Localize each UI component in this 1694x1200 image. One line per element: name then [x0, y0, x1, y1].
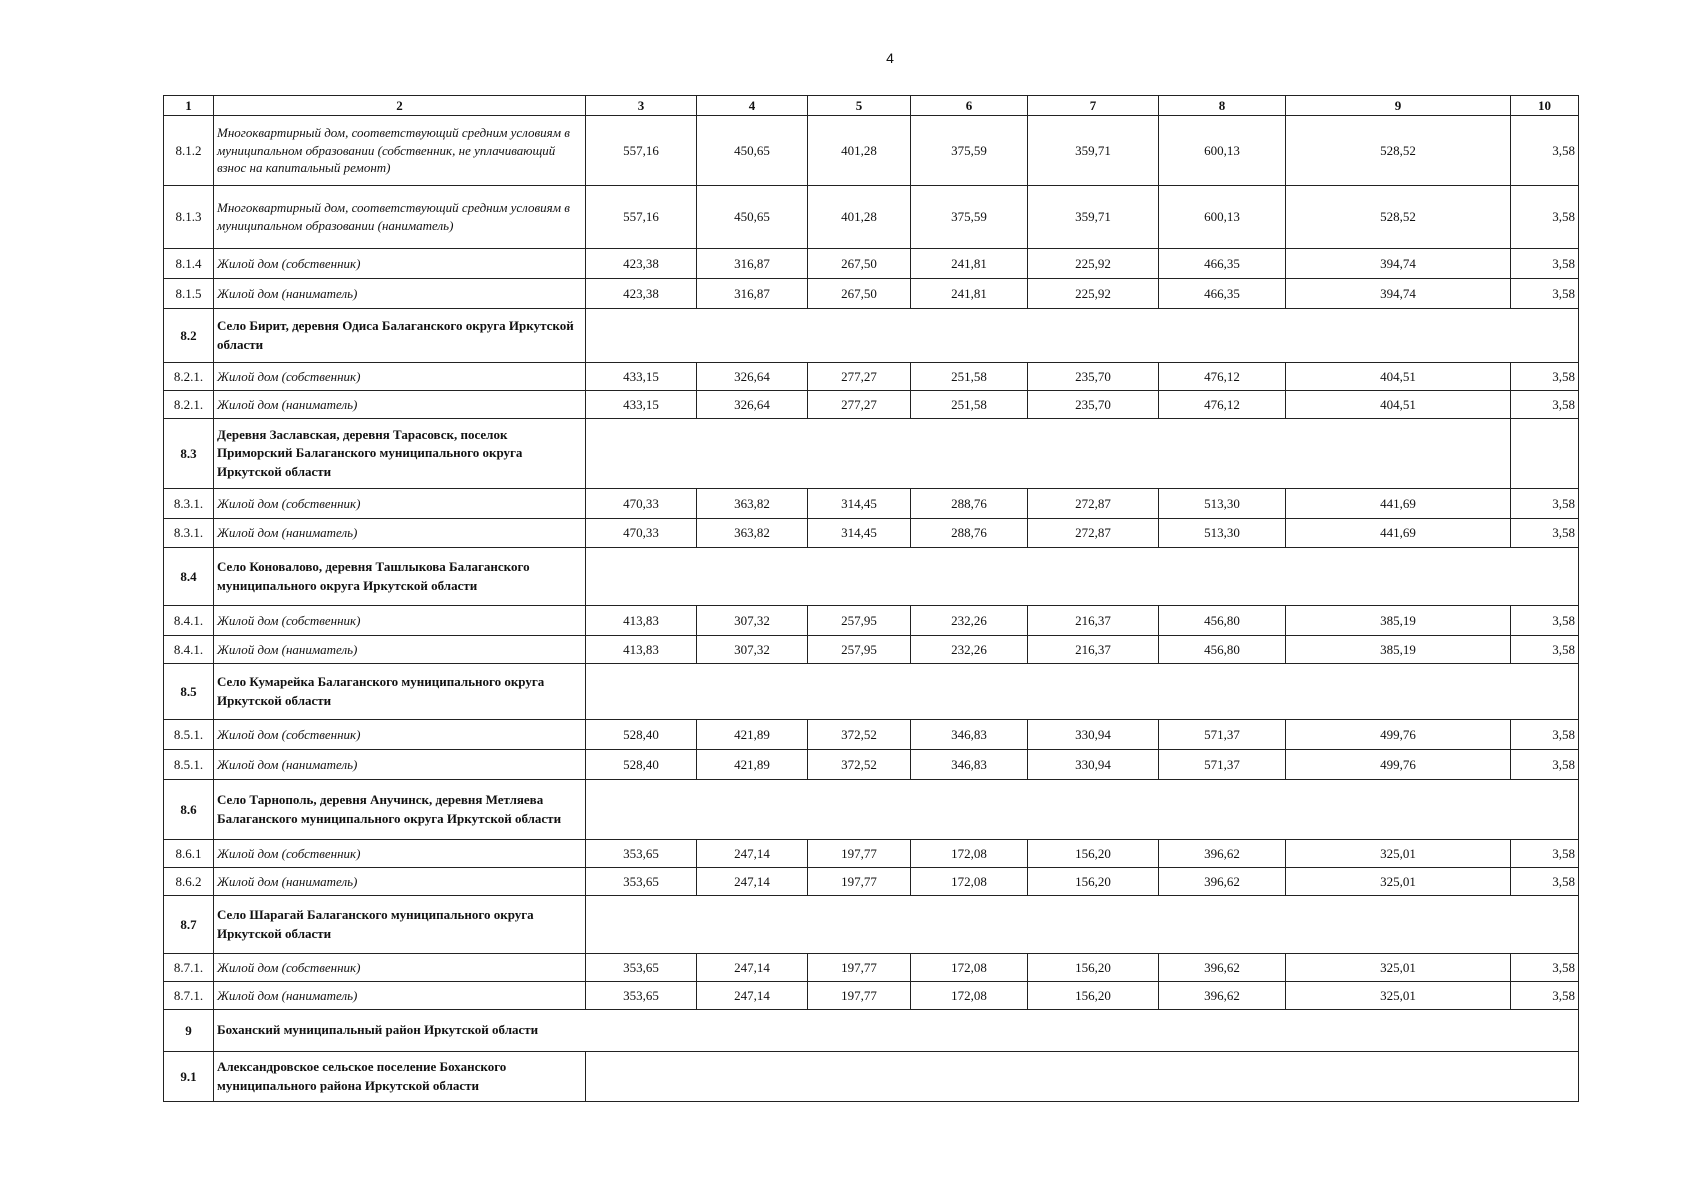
table-row — [164, 606, 1579, 636]
row-value: 3,58 — [1511, 363, 1579, 391]
column-header: 1 — [164, 96, 214, 116]
empty-cell — [586, 419, 1511, 489]
row-name: Многоквартирный дом, соответствующий средним условиям в муниципальном образовании (наниматель) — [214, 186, 586, 249]
row-value: 257,95 — [808, 606, 911, 636]
row-value: 330,94 — [1028, 750, 1159, 780]
row-name: Жилой дом (наниматель) — [214, 519, 586, 548]
row-value: 394,74 — [1286, 279, 1511, 309]
row-value: 396,62 — [1159, 840, 1286, 868]
row-value: 326,64 — [697, 391, 808, 419]
row-name: Жилой дом (собственник) — [214, 720, 586, 750]
row-value: 172,08 — [911, 982, 1028, 1010]
row-value: 314,45 — [808, 489, 911, 519]
row-value: 421,89 — [697, 720, 808, 750]
group-name: Село Бирит, деревня Одиса Балаганского округа Иркутской области — [214, 309, 586, 363]
empty-cell — [586, 1052, 1579, 1102]
row-value: 470,33 — [586, 519, 697, 548]
row-value: 557,16 — [586, 116, 697, 186]
column-header: 2 — [214, 96, 586, 116]
row-value: 441,69 — [1286, 489, 1511, 519]
column-header: 4 — [697, 96, 808, 116]
row-value: 571,37 — [1159, 750, 1286, 780]
row-value: 3,58 — [1511, 636, 1579, 664]
row-value: 257,95 — [808, 636, 911, 664]
column-header: 7 — [1028, 96, 1159, 116]
row-value: 359,71 — [1028, 116, 1159, 186]
row-value: 413,83 — [586, 606, 697, 636]
row-value: 450,65 — [697, 116, 808, 186]
table-row — [164, 868, 1579, 896]
column-header: 6 — [911, 96, 1028, 116]
row-value: 499,76 — [1286, 750, 1511, 780]
row-value: 267,50 — [808, 279, 911, 309]
group-code: 8.5 — [164, 664, 214, 720]
row-value: 3,58 — [1511, 186, 1579, 249]
row-value: 372,52 — [808, 750, 911, 780]
row-value: 375,59 — [911, 116, 1028, 186]
row-value: 3,58 — [1511, 606, 1579, 636]
row-value: 225,92 — [1028, 249, 1159, 279]
row-name: Жилой дом (собственник) — [214, 606, 586, 636]
row-name: Жилой дом (собственник) — [214, 489, 586, 519]
row-value: 404,51 — [1286, 363, 1511, 391]
row-value: 359,71 — [1028, 186, 1159, 249]
row-name: Жилой дом (собственник) — [214, 363, 586, 391]
group-name: Село Шарагай Балаганского муниципального округа Иркутской области — [214, 896, 586, 954]
row-code: 8.6.1 — [164, 840, 214, 868]
row-value: 363,82 — [697, 489, 808, 519]
row-value: 197,77 — [808, 868, 911, 896]
group-row — [164, 419, 1579, 489]
group-code: 8.3 — [164, 419, 214, 489]
row-value: 433,15 — [586, 391, 697, 419]
row-value: 241,81 — [911, 279, 1028, 309]
row-code: 8.3.1. — [164, 489, 214, 519]
row-value: 172,08 — [911, 954, 1028, 982]
table-row — [164, 279, 1579, 309]
row-value: 197,77 — [808, 840, 911, 868]
row-value: 401,28 — [808, 116, 911, 186]
tariff-table — [163, 95, 1579, 1102]
row-value: 353,65 — [586, 840, 697, 868]
row-value: 247,14 — [697, 840, 808, 868]
group-row — [164, 664, 1579, 720]
row-value: 235,70 — [1028, 363, 1159, 391]
group-name: Боханский муниципальный район Иркутской области — [214, 1010, 1579, 1052]
row-value: 330,94 — [1028, 720, 1159, 750]
table-row — [164, 186, 1579, 249]
column-header: 9 — [1286, 96, 1511, 116]
row-value: 251,58 — [911, 363, 1028, 391]
row-value: 513,30 — [1159, 519, 1286, 548]
group-code: 8.7 — [164, 896, 214, 954]
row-value: 499,76 — [1286, 720, 1511, 750]
row-name: Жилой дом (наниматель) — [214, 982, 586, 1010]
group-row — [164, 309, 1579, 363]
row-value: 394,74 — [1286, 249, 1511, 279]
row-value: 456,80 — [1159, 606, 1286, 636]
row-value: 3,58 — [1511, 750, 1579, 780]
row-value: 423,38 — [586, 249, 697, 279]
row-value: 325,01 — [1286, 982, 1511, 1010]
table-row — [164, 363, 1579, 391]
row-value: 225,92 — [1028, 279, 1159, 309]
row-value: 3,58 — [1511, 954, 1579, 982]
row-code: 8.4.1. — [164, 606, 214, 636]
row-value: 528,52 — [1286, 116, 1511, 186]
row-value: 441,69 — [1286, 519, 1511, 548]
row-value: 172,08 — [911, 868, 1028, 896]
row-value: 363,82 — [697, 519, 808, 548]
row-value: 528,40 — [586, 720, 697, 750]
row-value: 247,14 — [697, 868, 808, 896]
row-value: 346,83 — [911, 720, 1028, 750]
page-number: 4 — [886, 50, 894, 66]
group-name: Село Кумарейка Балаганского муниципального округа Иркутской области — [214, 664, 586, 720]
row-value: 267,50 — [808, 249, 911, 279]
row-value: 3,58 — [1511, 720, 1579, 750]
row-value: 325,01 — [1286, 954, 1511, 982]
row-value: 3,58 — [1511, 249, 1579, 279]
row-value: 353,65 — [586, 982, 697, 1010]
row-value: 307,32 — [697, 636, 808, 664]
row-value: 314,45 — [808, 519, 911, 548]
row-value: 557,16 — [586, 186, 697, 249]
column-number-row — [164, 96, 1579, 116]
table-row — [164, 982, 1579, 1010]
row-name: Жилой дом (наниматель) — [214, 636, 586, 664]
row-code: 8.6.2 — [164, 868, 214, 896]
empty-cell — [586, 664, 1579, 720]
row-value: 307,32 — [697, 606, 808, 636]
row-value: 571,37 — [1159, 720, 1286, 750]
row-value: 241,81 — [911, 249, 1028, 279]
row-value: 3,58 — [1511, 116, 1579, 186]
row-value: 3,58 — [1511, 489, 1579, 519]
empty-cell — [586, 548, 1579, 606]
row-value: 413,83 — [586, 636, 697, 664]
row-value: 172,08 — [911, 840, 1028, 868]
row-value: 3,58 — [1511, 840, 1579, 868]
row-code: 8.1.3 — [164, 186, 214, 249]
row-value: 326,64 — [697, 363, 808, 391]
row-value: 600,13 — [1159, 186, 1286, 249]
group-name: Село Тарнополь, деревня Анучинск, деревня Метляева Балаганского муниципального округа Иркутской области — [214, 780, 586, 840]
row-value: 600,13 — [1159, 116, 1286, 186]
row-value: 421,89 — [697, 750, 808, 780]
row-name: Жилой дом (собственник) — [214, 840, 586, 868]
row-value: 316,87 — [697, 249, 808, 279]
row-value: 316,87 — [697, 279, 808, 309]
group-name: Деревня Заславская, деревня Тарасовск, поселок Приморский Балаганского муниципального округа Иркутской области — [214, 419, 586, 489]
row-value: 156,20 — [1028, 954, 1159, 982]
row-value: 247,14 — [697, 954, 808, 982]
table-row — [164, 954, 1579, 982]
column-header: 3 — [586, 96, 697, 116]
row-value: 197,77 — [808, 954, 911, 982]
row-value: 232,26 — [911, 606, 1028, 636]
row-code: 8.5.1. — [164, 750, 214, 780]
table-row — [164, 636, 1579, 664]
row-code: 8.7.1. — [164, 982, 214, 1010]
row-value: 476,12 — [1159, 391, 1286, 419]
row-value: 277,27 — [808, 391, 911, 419]
row-value: 385,19 — [1286, 636, 1511, 664]
empty-cell — [586, 780, 1579, 840]
row-code: 8.5.1. — [164, 720, 214, 750]
group-code: 9.1 — [164, 1052, 214, 1102]
row-value: 466,35 — [1159, 249, 1286, 279]
row-value: 423,38 — [586, 279, 697, 309]
column-header: 8 — [1159, 96, 1286, 116]
row-value: 404,51 — [1286, 391, 1511, 419]
table-row — [164, 720, 1579, 750]
row-value: 325,01 — [1286, 868, 1511, 896]
row-name: Жилой дом (наниматель) — [214, 868, 586, 896]
row-value: 156,20 — [1028, 982, 1159, 1010]
row-code: 8.2.1. — [164, 391, 214, 419]
row-value: 353,65 — [586, 868, 697, 896]
group-code: 8.6 — [164, 780, 214, 840]
row-code: 8.1.2 — [164, 116, 214, 186]
row-value: 325,01 — [1286, 840, 1511, 868]
empty-cell — [1511, 419, 1579, 489]
row-value: 470,33 — [586, 489, 697, 519]
table-row — [164, 519, 1579, 548]
row-value: 396,62 — [1159, 954, 1286, 982]
row-name: Жилой дом (собственник) — [214, 249, 586, 279]
row-value: 3,58 — [1511, 391, 1579, 419]
table-row — [164, 391, 1579, 419]
row-code: 8.4.1. — [164, 636, 214, 664]
section-row — [164, 1010, 1579, 1052]
row-value: 288,76 — [911, 519, 1028, 548]
row-value: 3,58 — [1511, 982, 1579, 1010]
row-code: 8.2.1. — [164, 363, 214, 391]
row-value: 353,65 — [586, 954, 697, 982]
row-value: 375,59 — [911, 186, 1028, 249]
row-value: 3,58 — [1511, 519, 1579, 548]
row-value: 513,30 — [1159, 489, 1286, 519]
group-code: 8.4 — [164, 548, 214, 606]
row-value: 401,28 — [808, 186, 911, 249]
group-row — [164, 780, 1579, 840]
table-row — [164, 489, 1579, 519]
row-value: 216,37 — [1028, 636, 1159, 664]
row-name: Жилой дом (собственник) — [214, 954, 586, 982]
row-value: 396,62 — [1159, 868, 1286, 896]
column-header: 10 — [1511, 96, 1579, 116]
row-value: 476,12 — [1159, 363, 1286, 391]
row-value: 235,70 — [1028, 391, 1159, 419]
empty-cell — [586, 309, 1579, 363]
row-value: 288,76 — [911, 489, 1028, 519]
group-name: Александровское сельское поселение Боханского муниципального района Иркутской области — [214, 1052, 586, 1102]
table-row — [164, 249, 1579, 279]
row-value: 372,52 — [808, 720, 911, 750]
group-row — [164, 896, 1579, 954]
group-row — [164, 548, 1579, 606]
table-row — [164, 116, 1579, 186]
group-name: Село Коновалово, деревня Ташлыкова Балаганского муниципального округа Иркутской области — [214, 548, 586, 606]
row-value: 528,52 — [1286, 186, 1511, 249]
row-value: 272,87 — [1028, 489, 1159, 519]
table-row — [164, 750, 1579, 780]
row-value: 277,27 — [808, 363, 911, 391]
row-value: 197,77 — [808, 982, 911, 1010]
column-header: 5 — [808, 96, 911, 116]
row-value: 156,20 — [1028, 840, 1159, 868]
row-code: 8.1.5 — [164, 279, 214, 309]
row-value: 247,14 — [697, 982, 808, 1010]
row-code: 8.1.4 — [164, 249, 214, 279]
row-value: 433,15 — [586, 363, 697, 391]
row-code: 8.7.1. — [164, 954, 214, 982]
group-code: 8.2 — [164, 309, 214, 363]
row-value: 156,20 — [1028, 868, 1159, 896]
row-value: 232,26 — [911, 636, 1028, 664]
row-value: 272,87 — [1028, 519, 1159, 548]
row-name: Жилой дом (наниматель) — [214, 750, 586, 780]
row-name: Многоквартирный дом, соответствующий средним условиям в муниципальном образовании (собственник, не уплачивающий взнос на капитальный ремонт) — [214, 116, 586, 186]
row-value: 528,40 — [586, 750, 697, 780]
empty-cell — [586, 896, 1579, 954]
row-value: 466,35 — [1159, 279, 1286, 309]
row-value: 450,65 — [697, 186, 808, 249]
row-value: 346,83 — [911, 750, 1028, 780]
row-value: 396,62 — [1159, 982, 1286, 1010]
row-name: Жилой дом (наниматель) — [214, 279, 586, 309]
row-value: 216,37 — [1028, 606, 1159, 636]
group-row — [164, 1052, 1579, 1102]
group-code: 9 — [164, 1010, 214, 1052]
row-value: 3,58 — [1511, 868, 1579, 896]
table-row — [164, 840, 1579, 868]
row-value: 456,80 — [1159, 636, 1286, 664]
row-code: 8.3.1. — [164, 519, 214, 548]
row-value: 251,58 — [911, 391, 1028, 419]
row-value: 385,19 — [1286, 606, 1511, 636]
row-value: 3,58 — [1511, 279, 1579, 309]
row-name: Жилой дом (наниматель) — [214, 391, 586, 419]
